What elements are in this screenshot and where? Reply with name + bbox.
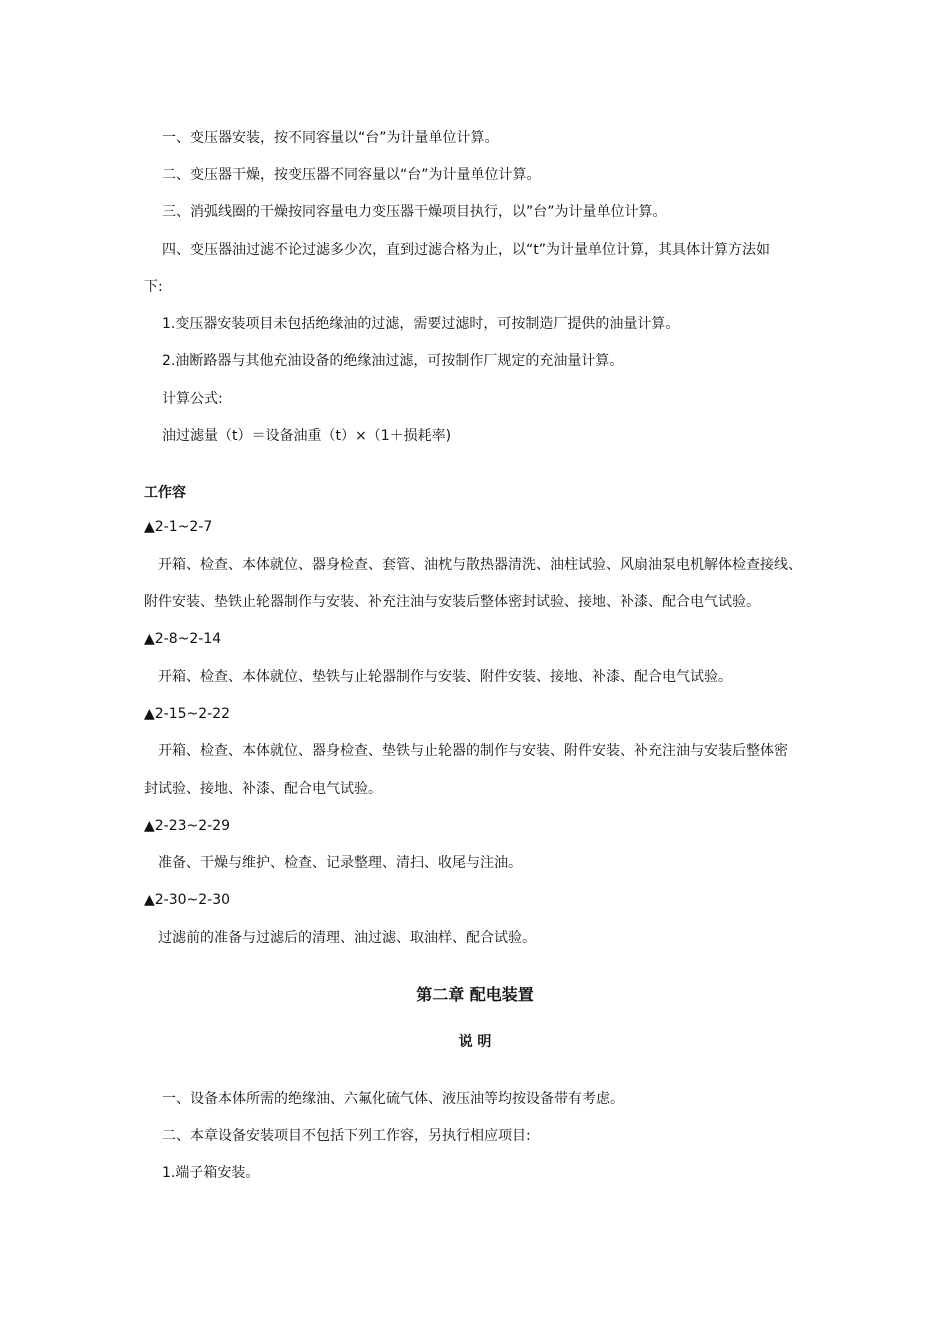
chapter-title: 第二章 配电装置	[416, 985, 534, 1004]
chapter-rule-1: 一、设备本体所需的绝缘油、六氟化硫气体、液压油等均按设备带有考虑。	[162, 1091, 624, 1107]
rule-2: 二、变压器干燥，按变压器不同容量以“台”为计量单位计算。	[162, 167, 541, 183]
chapter-rule-2: 二、本章设备安装项目不包括下列工作容，另执行相应项目:	[162, 1128, 531, 1144]
work-group-code: ▲2-1~2-7	[144, 519, 213, 535]
work-heading: 工作容	[144, 485, 186, 501]
work-group-line: 准备、干燥与维护、检查、记录整理、清扫、收尾与注油。	[158, 855, 522, 871]
work-group-code: ▲2-30~2-30	[144, 892, 231, 908]
work-group-line: 开箱、检查、本体就位、垫铁与止轮器制作与安装、附件安装、接地、补漆、配合电气试验。	[158, 669, 732, 685]
rule-4-continued: 下:	[144, 279, 163, 295]
work-group-line: 附件安装、垫铁止轮器制作与安装、补充注油与安装后整体密封试验、接地、补漆、配合电气试验。	[144, 594, 760, 610]
sub-item-2: 2.油断路器与其他充油设备的绝缘油过滤，可按制作厂规定的充油量计算。	[162, 353, 624, 369]
work-group-code: ▲2-15~2-22	[144, 706, 231, 722]
work-group-code: ▲2-8~2-14	[144, 631, 222, 647]
work-group-line: 开箱、检查、本体就位、器身检查、套管、油枕与散热器清洗、油柱试验、风扇油泵电机解体检查接线、	[158, 557, 802, 573]
formula-label: 计算公式:	[162, 391, 223, 407]
rule-3: 三、消弧线圈的干燥按同容量电力变压器干燥项目执行，以”台”为计量单位计算。	[162, 204, 667, 220]
formula: 油过滤量（t）＝设备油重（t）×（1＋损耗率)	[162, 428, 452, 444]
rule-4: 四、变压器油过滤不论过滤多少次，直到过滤合格为止，以“t”为计量单位计算，其具体计算方法如	[162, 242, 770, 258]
chapter-rule-sub-1: 1.端子箱安装。	[162, 1165, 260, 1181]
work-group-line: 封试验、接地、补漆、配合电气试验。	[144, 781, 382, 797]
work-group-line: 过滤前的准备与过滤后的清理、油过滤、取油样、配合试验。	[158, 930, 536, 946]
rule-1: 一、变压器安装，按不同容量以“台”为计量单位计算。	[162, 130, 499, 146]
work-group-line: 开箱、检查、本体就位、器身检查、垫铁与止轮器的制作与安装、附件安装、补充注油与安装后整体密	[158, 743, 788, 759]
section-title: 说 明	[458, 1034, 492, 1050]
sub-item-1: 1.变压器安装项目未包括绝缘油的过滤，需要过滤时，可按制造厂提供的油量计算。	[162, 316, 680, 332]
work-group-code: ▲2-23~2-29	[144, 818, 231, 834]
